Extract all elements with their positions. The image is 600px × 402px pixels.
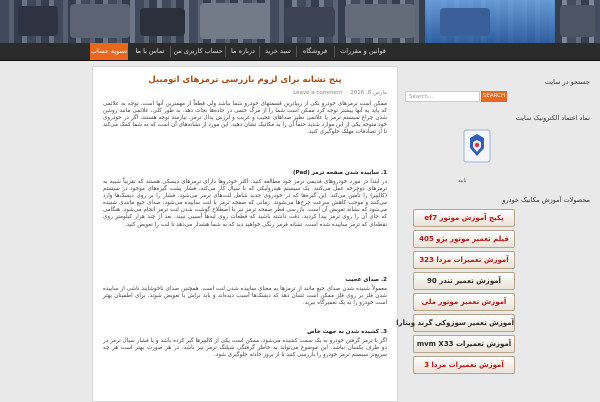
nav-item-cart[interactable]: سبد خرید [265, 47, 291, 55]
product-button-tondar-90[interactable]: آموزش تعمیر تندر 90 [413, 272, 515, 290]
header-banner [0, 0, 600, 43]
trust-seal-icon[interactable] [462, 128, 492, 164]
section-text-3: اگر با ترمز گرفتن خودرو به یک سمت کشیده می‌شود، ممکن است یکی از کالیپرها گیر کرده باشد و یا فشار سیال ترمز در دو طرف یکسان نباشد. این موضوع می‌تواند به خاطر گرفتگی شیلنگ ترمز نیز باشد. در هر صورت بهتر است هر چه سریع‌تر سیستم ترمز خودرو را بازرسی کنید تا از بروز حادثه جلوگیری شود. [103, 338, 387, 359]
product-button-peugeot-405[interactable]: فیلم تعمیر موتور پژو 405 [413, 230, 515, 248]
product-button-mazda-323[interactable]: آموزش تعمیرات مزدا 323 [413, 251, 515, 269]
nav-item-shop[interactable]: فروشگاه [302, 47, 328, 55]
section-text-1: در ابتدا در مورد خودروهای قدیمی ترمز خود مطالعه کنید. اکثر خودروها دارای ترمزهای دیسکی هستند که تقریباً شبیه به ترمزهای دوچرخه عمل می‌کنند. یک سیستم هیدرولیکی که با سیال کار می‌کند، فشار پشت گیره‌های موجود در سیستم (کالیپر) را تأمین می‌کند. این گیره‌ها که در خودروی جدید شامل لنت‌های ترمز می‌شود، فشار را بر روی دیسک‌ها وارد می‌کنند و موجب کاهش سرعت چرخ‌ها می‌شوند. زمانی که صفحه ترمز یا لنت ساییده می‌شود، صدای جیغ مانندی شنیده می‌شود که نشانه تعویض آن است. بازرسی قطر صفحه ترمز نیز با اصطلاح گوشت شدن لنت ترمز انجام می‌شود. هنگامی که جای آن را روی ترمز پیدا کردید، دقت داشته باشید که قطعات روی لبه‌ها آسیبی نبیند. بعد از چند هزار کیلومتر روی نقطه‌ای که ترمز ساییده شده است، نشانه قرمز رنگی خواهید دید که به شما هشدار می‌دهد تا لنت را تعویض کنید. [103, 179, 387, 228]
search-input[interactable]: Search... [405, 91, 480, 102]
post-content [92, 66, 398, 402]
trust-widget-title: نماد اعتماد الکترونیک سایت [515, 114, 590, 122]
section-heading-1: 1. ساییده شدن صفحه ترمز (Pad) [292, 170, 387, 176]
section-text-2: معمولاً شنیده شدن صدای جیغ مانند از ترمزها به معنای ساییده شدن لنت است. همچنین صدای ناخوشایند ناشی از ساییده شدن فلز بر روی فلز ممکن است نشان دهد که دیسک‌ها آسیب دیده‌اند و باید تراش یا تعویض شوند. برای اطمینان بهتر است خودرو را به یک تعمیرگاه ببرید. [103, 286, 387, 307]
nav-item-contact[interactable]: تماس با ما [135, 47, 165, 55]
products-widget-title: محصولات آموزش مکانیک خودرو [502, 196, 590, 204]
post-intro: ممکن است ترمزهای خودرو یکی از زیباترین قسمتهای خودرو شما نباشد ولی قطعاً از مهمترین آنها است. توجه به علائمی که باید به آنها بیشتر توجه کرد ممکن است شما را از مرگ حتمی در جاده‌ها نجات دهد. به طور کلی، علائمی مانند روشن شدن چراغ سیستم ترمز یا علائمی نظیر صداهای عجیب و غریب و لرزش پدال ترمز، نیازمند توجه هستند. اگر در خودروی خود متوجه یکی از این موارد شدید حتماً آن را به مکانیک نشان دهید. این مورد از نشانه‌های آن است که به شما کمک می‌کند تا از تصادفات مهلک جلوگیری کنید. [103, 101, 387, 136]
post-title[interactable]: پنج نشانه برای لزوم بازرسی ترمزهای اتومبیل [148, 75, 342, 85]
product-button-grand-vitara[interactable]: آموزش تعمیر سوزوکی گرند ویتارا [413, 314, 515, 332]
post-meta: مارس 8, 2016·Leave a comment [293, 90, 387, 96]
product-button-national-engine[interactable]: آموزش تعمیر موتور ملی [413, 293, 515, 311]
section-heading-2: 2. صدای عجیب [345, 277, 387, 283]
comment-link[interactable]: Leave a comment [293, 90, 343, 96]
sidebar [396, 66, 600, 400]
nav-item-checkout[interactable]: تسویه حساب [90, 43, 128, 60]
post-date[interactable]: مارس 8, 2016 [350, 90, 387, 96]
section-heading-3: 3. کشیده شدن به جهت خاص [307, 329, 387, 335]
search-widget-title: جستجو در سایت [544, 78, 590, 86]
search-button[interactable]: SEARCH [481, 91, 507, 102]
product-button-ef7[interactable]: پکیج آموزش موتور ef7 [413, 209, 515, 227]
nav-item-my-account[interactable]: حساب کاربری من [173, 47, 223, 55]
product-button-mazda-3[interactable]: آموزش تعمیرات مزدا 3 [413, 356, 515, 374]
product-button-mvm-x33[interactable]: آموزش تعمیرات mvm X33 [413, 335, 515, 353]
main-nav [0, 43, 600, 61]
trust-caption: تایید [458, 178, 467, 184]
nav-item-about[interactable]: درباره ما [231, 47, 255, 55]
nav-item-terms[interactable]: قوانین و مقررات [340, 47, 386, 55]
